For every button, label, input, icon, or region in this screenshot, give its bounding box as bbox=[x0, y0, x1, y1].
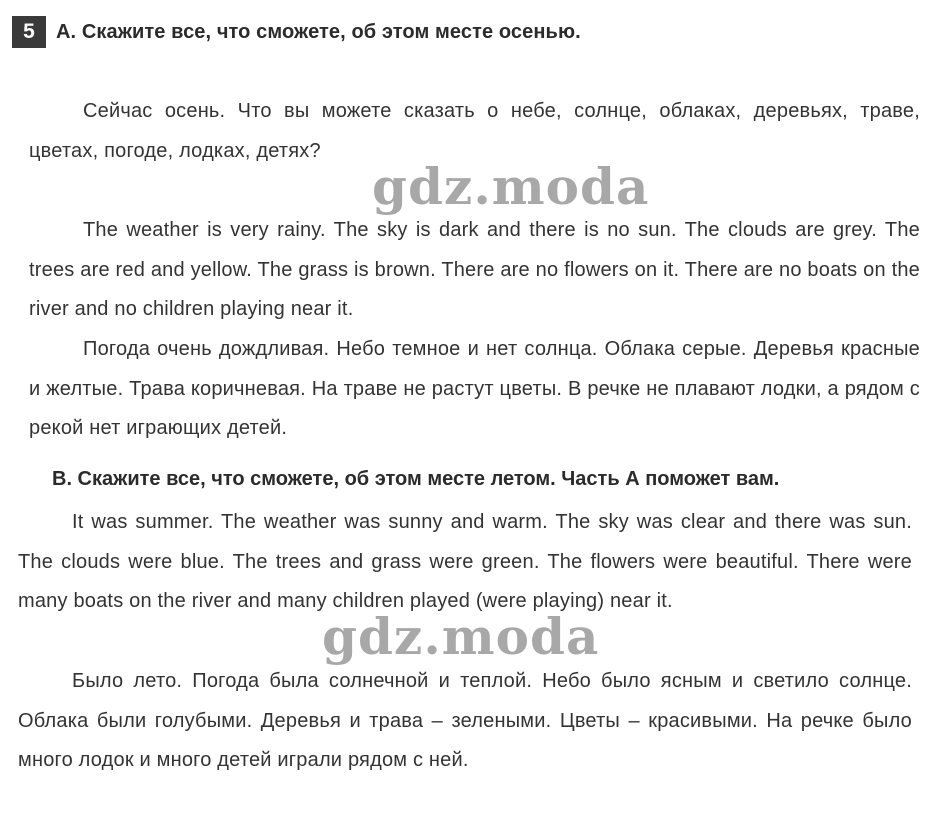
task-number-badge: 5 bbox=[12, 16, 46, 48]
part-b-answer-russian bbox=[18, 662, 912, 781]
part-b-answer-english bbox=[18, 503, 912, 622]
part-b-answer-russian-text: Было лето. Погода была солнечной и теплой. Небо было ясным и светило солнце. Облака были голубыми. Деревья и трава – зелеными. Цветы – красивыми. На речке было много лодок и много детей играли рядом с ней. bbox=[18, 670, 912, 771]
part-a-question-text: Сейчас осень. Что вы можете сказать о небе, солнце, облаках, деревьях, траве, цветах, погоде, лодках, детях? bbox=[29, 100, 920, 162]
part-a-answer-russian-text: Погода очень дождливая. Небо темное и нет солнца. Облака серые. Деревья красные и желтые. Трава коричневая. На траве не растут цветы. В речке не плавают лодки, а рядом с рекой нет играющих детей. bbox=[29, 338, 920, 439]
part-a-answer-english-text: The weather is very rainy. The sky is dark and there is no sun. The clouds are grey. The trees are red and yellow. The grass is brown. There are no flowers on it. There are no boats on the river and no children playing near it. bbox=[29, 219, 920, 320]
part-a-answer-russian bbox=[29, 330, 920, 449]
task-title: A. Скажите все, что сможете, об этом месте осенью. bbox=[56, 20, 581, 43]
part-b-title: B. Скажите все, что сможете, об этом месте летом. Часть А поможет вам. bbox=[52, 468, 780, 490]
part-a-answer-english bbox=[29, 211, 920, 330]
watermark-logo: gdz.moda bbox=[322, 607, 600, 666]
part-b-answer-english-text: It was summer. The weather was sunny and warm. The sky was clear and there was sun. The clouds were blue. The trees and grass were green. The flowers were beautiful. There were many boats on the river and many children played (were playing) near it. bbox=[18, 511, 912, 612]
task-header bbox=[12, 16, 581, 48]
watermark-logo: gdz.moda bbox=[372, 157, 650, 216]
